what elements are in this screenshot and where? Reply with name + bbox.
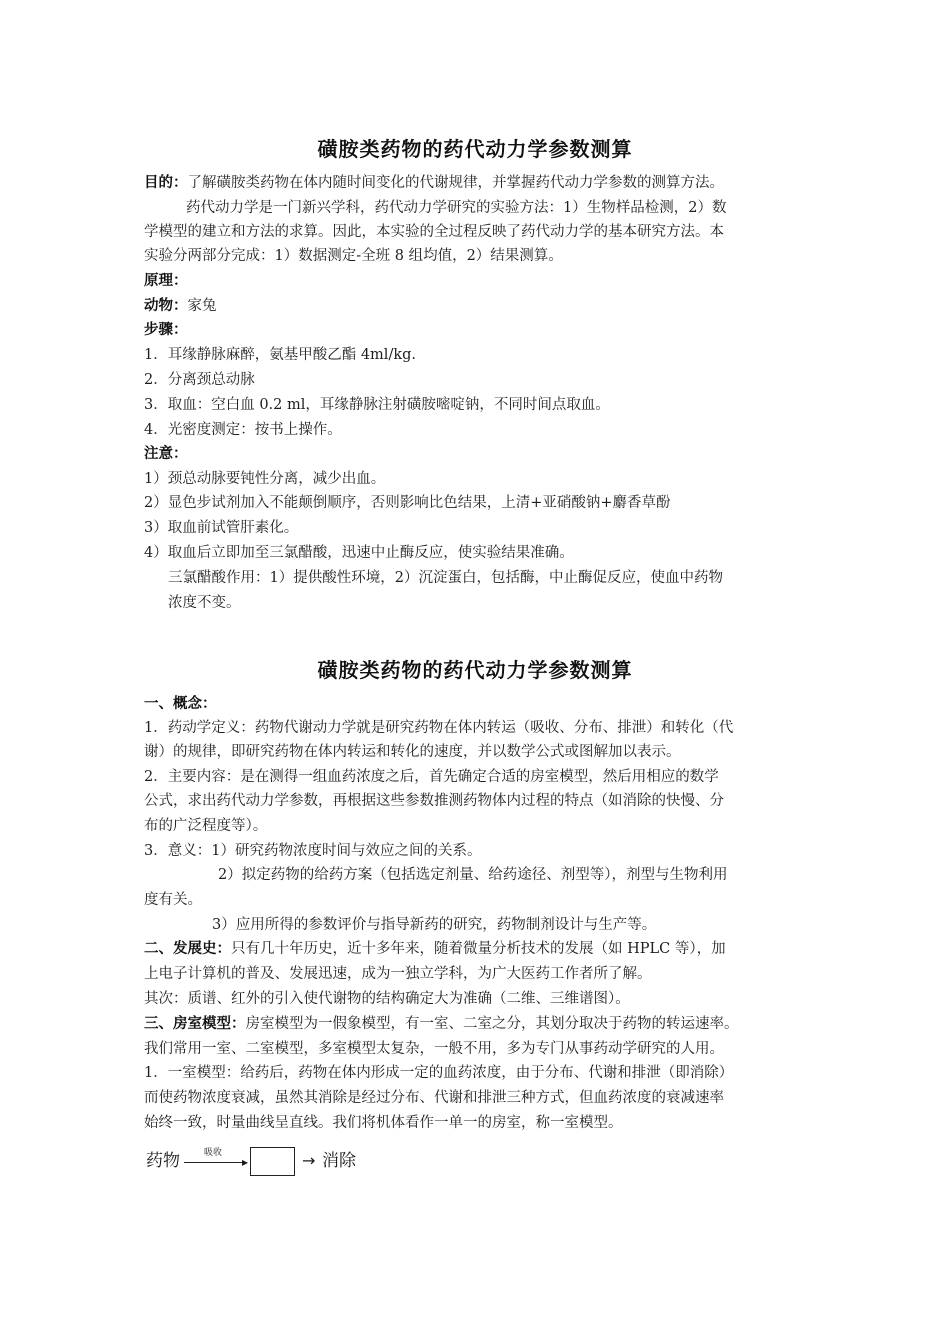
concept-line-5: 布的广泛程度等）。 [144, 818, 268, 834]
eliminate-arrow-icon: → [302, 1151, 316, 1170]
concept-line-6: 3．意义：1）研究药物浓度时间与效应之间的关系。 [144, 843, 482, 859]
intro-line-1: 药代动力学是一门新兴学科，药代动力学研究的实验方法：1）生物样品检测，2）数 [186, 200, 727, 216]
intro-line-2: 学模型的建立和方法的求算。因此，本实验的全过程反映了药代动力学的基本研究方法。本 [144, 224, 724, 240]
compartment-line-3: 1．一室模型：给药后，药物在体内形成一定的血药浓度，由于分布、代谢和排泄（即消除） [144, 1065, 734, 1081]
one-compartment-diagram [146, 1145, 406, 1181]
tca-line-2: 浓度不变。 [168, 595, 241, 611]
note-item-4: 4）取血后立即加至三氯醋酸，迅速中止酶反应，使实验结果准确。 [144, 545, 574, 561]
section2-title: 磺胺类药物的药代动力学参数测算 [317, 658, 633, 682]
principle-label: 原理： [144, 273, 188, 289]
history-line-3: 其次：质谱、红外的引入使代谢物的结构确定大为准确（二维、三维谱图）。 [144, 991, 630, 1007]
diagram-drug-label: 药物 [146, 1151, 180, 1171]
absorb-arrow-line [184, 1162, 246, 1163]
purpose-line [144, 173, 724, 193]
tca-line-1: 三氯醋酸作用：1）提供酸性环境，2）沉淀蛋白，包括酶，中止酶促反应，使血中药物 [168, 570, 723, 586]
animal-text: 家兔 [187, 298, 217, 314]
purpose-label: 目的： [144, 175, 188, 191]
concept-line-1: 1．药动学定义：药物代谢动力学就是研究药物在体内转运（吸收、分布、排泄）和转化（代 [144, 720, 734, 736]
compartment-line [144, 1014, 739, 1034]
history-text: 只有几十年历史，近十多年来，随着微量分析技术的发展（如 HPLC 等），加 [231, 941, 726, 957]
note-item-2: 2）显色步试剂加入不能颠倒顺序，否则影响比色结果，上清+亚硝酸钠+麝香草酚 [144, 495, 671, 511]
step-item-3: 3．取血：空白血 0.2 ml，耳缘静脉注射磺胺嘧啶钠，不同时间点取血。 [144, 397, 610, 413]
note-item-3: 3）取血前试管肝素化。 [144, 520, 299, 536]
diagram-absorb-label: 吸收 [204, 1148, 223, 1158]
diagram-eliminate-label: 消除 [322, 1151, 356, 1171]
compartment-label: 三、房室模型： [144, 1016, 246, 1032]
meaning3-line: 3）应用所得的参数评价与指导新药的研究，药物制剂设计与生产等。 [212, 917, 657, 933]
concept-line-2: 谢）的规律，即研究药物在体内转运和转化的速度，并以数学公式或图解加以表示。 [144, 744, 681, 760]
section1-title: 磺胺类药物的药代动力学参数测算 [317, 137, 633, 161]
history-label: 二、发展史： [144, 941, 231, 957]
notes-label: 注意： [144, 446, 188, 462]
animal-line [144, 296, 217, 316]
step-item-4: 4．光密度测定：按书上操作。 [144, 422, 342, 438]
compartment-text: 房室模型为一假象模型，有一室、二室之分，其划分取决于药物的转运速率。 [245, 1016, 739, 1032]
concept-line-4: 公式，求出药代动力学参数，再根据这些参数推测药物体内过程的特点（如消除的快慢、分 [144, 793, 724, 809]
intro-line-3: 实验分两部分完成：1）数据测定-全班 8 组均值，2）结果测算。 [144, 248, 563, 264]
concept-line-3: 2．主要内容：是在测得一组血药浓度之后，首先确定合适的房室模型，然后用相应的数学 [144, 769, 719, 785]
history-line [144, 939, 726, 959]
concept-label: 一、概念： [144, 696, 217, 712]
absorb-arrow-head-icon: ▸ [242, 1155, 249, 1169]
meaning2-line-2: 度有关。 [144, 892, 202, 908]
purpose-text: 了解磺胺类药物在体内随时间变化的代谢规律，并掌握药代动力学参数的测算方法。 [187, 175, 724, 191]
compartment-line-4: 而使药物浓度衰减，虽然其消除是经过分布、代谢和排泄三种方式，但血药浓度的衰减速率 [144, 1090, 724, 1106]
compartment-line-5: 始终一致，时量曲线呈直线。我们将机体看作一单一的房室，称一室模型。 [144, 1115, 623, 1131]
step-item-2: 2．分离颈总动脉 [144, 372, 255, 388]
compartment-line-2: 我们常用一室、二室模型，多室模型太复杂，一般不用，多为专门从事药动学研究的人用。 [144, 1041, 724, 1057]
step-item-1: 1．耳缘静脉麻醉，氨基甲酸乙酯 4ml/kg. [144, 347, 417, 363]
steps-label: 步骤： [144, 322, 188, 338]
animal-label: 动物： [144, 298, 188, 314]
history-line-2: 上电子计算机的普及、发展迅速，成为一独立学科，为广大医药工作者所了解。 [144, 966, 652, 982]
note-item-1: 1）颈总动脉要钝性分离，减少出血。 [144, 471, 386, 487]
compartment-box [250, 1147, 295, 1176]
meaning2-line-1: 2）拟定药物的给药方案（包括选定剂量、给药途径、剂型等），剂型与生物利用 [218, 867, 728, 883]
